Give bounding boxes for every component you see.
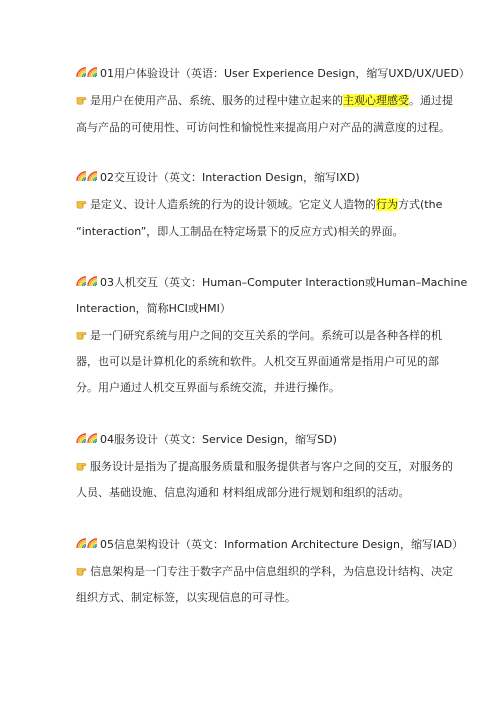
body-text: “interaction”，即人工制品在特定场景下的反应方式)相关的界面。 bbox=[76, 225, 404, 238]
section-heading-text: Interaction，简称HCI或HMI） bbox=[76, 302, 231, 315]
section-body-line bbox=[76, 94, 453, 108]
highlighted-text: 行为 bbox=[376, 198, 398, 211]
rainbow-icon bbox=[76, 538, 99, 549]
section-body-line bbox=[76, 225, 404, 239]
body-text: 是一门研究系统与用户之间的交互关系的学问。系统可以是各种各样的机 bbox=[90, 329, 442, 342]
section-heading-text: 03人机交互（英文：Human–Computer Interaction或Human–Machine bbox=[100, 276, 468, 289]
section-body-line bbox=[76, 486, 410, 500]
rainbow-icon bbox=[76, 433, 99, 444]
pointing-finger-icon bbox=[76, 94, 89, 105]
section-heading bbox=[76, 302, 231, 316]
pointing-finger-icon bbox=[76, 460, 89, 471]
section-body-line bbox=[76, 591, 296, 605]
body-text: 组织方式、制定标签，以实现信息的可寻性。 bbox=[76, 591, 296, 604]
section-body-line bbox=[76, 329, 442, 343]
section-heading-text: 01用户体验设计（英语：User Experience Design，缩写UXD/UX/UED） bbox=[100, 67, 470, 80]
body-text: 人员、基础设施、信息沟通和 材料组成部分进行规划和组织的活动。 bbox=[76, 486, 410, 499]
section-body-line bbox=[76, 121, 450, 135]
body-text: 。通过提 bbox=[409, 94, 453, 107]
section-heading-text: 04服务设计（英文：Service Design，缩写SD) bbox=[100, 433, 337, 446]
body-text: 分。用户通过人机交互界面与系统交流，并进行操作。 bbox=[76, 381, 340, 394]
body-text: 器，也可以是计算机化的系统和软件。人机交互界面通常是指用户可见的部 bbox=[76, 355, 439, 368]
pointing-finger-icon bbox=[76, 565, 89, 576]
rainbow-icon bbox=[76, 276, 99, 287]
body-text: 是定义、设计人造系统的行为的设计领域。它定义人造物的 bbox=[90, 198, 376, 211]
body-text: 信息架构是一门专注于数字产品中信息组织的学科，为信息设计结构、决定 bbox=[90, 565, 453, 578]
highlighted-text: 主观心理感受 bbox=[343, 94, 409, 107]
pointing-finger-icon bbox=[76, 329, 89, 340]
section-heading bbox=[76, 171, 360, 185]
rainbow-icon bbox=[76, 171, 99, 182]
section-body-line bbox=[76, 355, 439, 369]
rainbow-icon bbox=[76, 67, 99, 78]
section-heading bbox=[76, 67, 470, 81]
section-body-line bbox=[76, 565, 453, 579]
section-heading-text: 02交互设计（英文：Interaction Design，缩写IXD) bbox=[100, 171, 360, 184]
pointing-finger-icon bbox=[76, 198, 89, 209]
body-text: 是用户在使用产品、系统、服务的过程中建立起来的 bbox=[90, 94, 343, 107]
body-text: 服务设计是指为了提高服务质量和服务提供者与客户之间的交互，对服务的 bbox=[90, 460, 453, 473]
section-heading-text: 05信息架构设计（英文：Information Architecture Design，缩写IAD） bbox=[100, 538, 464, 551]
section-heading bbox=[76, 433, 337, 447]
section-heading bbox=[76, 538, 463, 552]
section-body-line bbox=[76, 198, 442, 212]
section-body-line bbox=[76, 460, 453, 474]
section-heading bbox=[76, 276, 467, 290]
body-text: 高与产品的可使用性、可访问性和愉悦性来提高用户对产品的满意度的过程。 bbox=[76, 121, 450, 134]
body-text: 方式(the bbox=[398, 198, 443, 211]
section-body-line bbox=[76, 381, 340, 395]
